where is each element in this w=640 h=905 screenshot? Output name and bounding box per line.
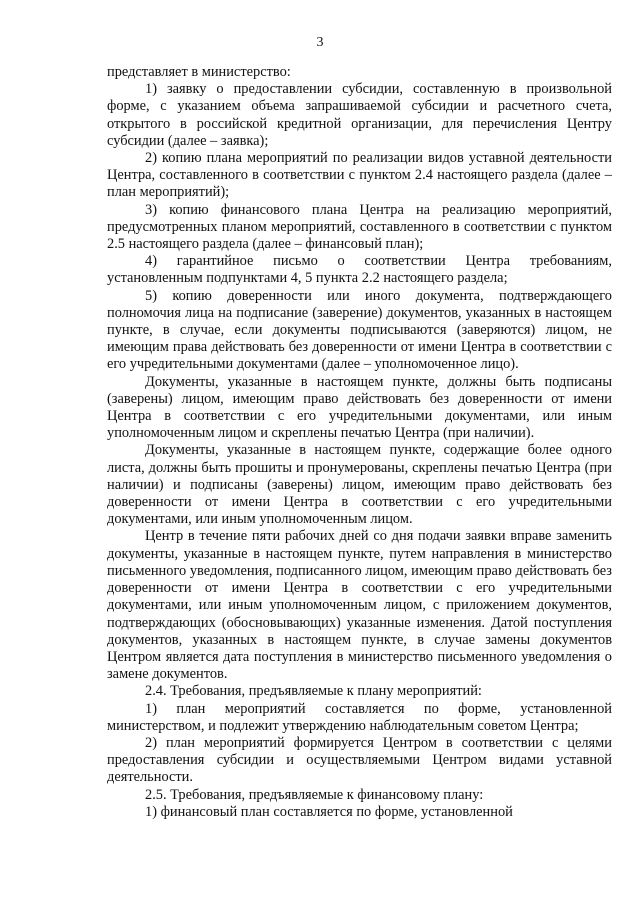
paragraph: 4) гарантийное письмо о соответствии Центра требованиям, установленным подпунктами 4, 5 пункта 2.2 настоящего раздела; [107, 253, 612, 287]
paragraph: 1) заявку о предоставлении субсидии, составленную в произвольной форме, с указанием объема запрашиваемой субсидии и расчетного счета, открытого в российской кредитной организации, для перечисления Центру субсидии (далее – заявка); [107, 81, 612, 149]
paragraph: 2.5. Требования, предъявляемые к финансовому плану: [145, 786, 484, 803]
paragraph: Документы, указанные в настоящем пункте, должны быть подписаны (заверены) лицом, имеющим право действовать без доверенности от имени Центра в соответствии с его учредительными документами, или иным уполномоченным лицом и скреплены печатью Центра (при наличии). [107, 373, 612, 442]
document-body [107, 64, 612, 821]
paragraph: представляет в министерство: [107, 64, 291, 80]
paragraph: 2) копию плана мероприятий по реализации видов уставной деятельности Центра, составленного в соответствии с пунктом 2.4 настоящего раздела (далее – план мероприятий); [107, 150, 612, 201]
paragraph: 3) копию финансового плана Центра на реализацию мероприятий, предусмотренных планом мероприятий, составленного в соответствии с пунктом 2.5 настоящего раздела (далее – финансовый план); [107, 201, 612, 253]
paragraph: 1) план мероприятий составляется по форме, установленной министерством, и подлежит утверждению наблюдательным советом Центра; [107, 700, 612, 734]
paragraph: 2.4. Требования, предъявляемые к плану мероприятий: [145, 683, 482, 700]
paragraph: 2) план мероприятий формируется Центром в соответствии с целями предоставления субсидии и осуществляемыми Центром видами уставной деятельности. [107, 734, 612, 786]
paragraph: 5) копию доверенности или иного документа, подтверждающего полномочия лица на подписание (заверение) документов, указанных в настоящем пункте, в случае, если документы подписываются (заверяются) лицом, не имеющим права действовать без доверенности от имени Центра в соответствии с его учредительными документами (далее – уполномоченное лицо). [107, 287, 612, 373]
page-number: 3 [316, 35, 324, 50]
paragraph: Центр в течение пяти рабочих дней со дня подачи заявки вправе заменить документы, указанные в настоящем пункте, путем направления в министерство письменного уведомления, подписанного лицом, имеющим право действовать без доверенности от имени Центра в соответствии с его учредительными документами, или иным уполномоченным лицом, с приложением документов, подтверждающих (обосновывающих) указанные изменения. Датой поступления документов, указанных в настоящем пункте, в случае замены документов Центром является дата поступления в министерство письменного уведомления о замене документов. [107, 528, 612, 683]
paragraph: 1) финансовый план составляется по форме, установленной [145, 803, 513, 820]
paragraph: Документы, указанные в настоящем пункте, содержащие более одного листа, должны быть прошиты и пронумерованы, скреплены печатью Центра (при наличии) и подписаны (заверены) лицом, имеющим право действовать без доверенности от имени Центра в соответствии с его учредительными документами, или иным уполномоченным лицом. [107, 442, 612, 528]
